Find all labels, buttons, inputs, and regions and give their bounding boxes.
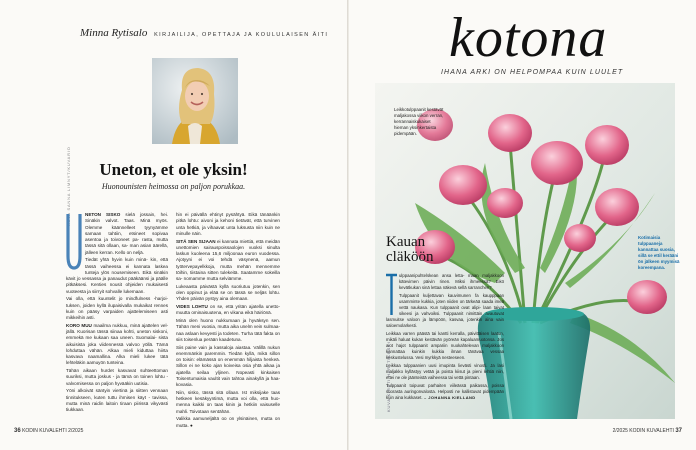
- paragraph-text: on se, että yritän ajatella unetto- muutta ominaisuutena, en vikana eikä häiriönä.: [176, 304, 280, 316]
- paragraph: [66, 296, 168, 321]
- article-column-1: [66, 212, 168, 415]
- paragraph-text: Leikkaa varren päästä tai kantti kerralla, päivittäisen laatun, mikäli haluat kukan kestävän pyöreän kapaluamuotonsa. Jos aiot hajot tulppaanit ampariin nuokahtelevan maljakkoon kannattaa kuinkin kukkia ilman tänävaa vessaa keskustelussa. Vesi myrkkyä nesteeseen.: [386, 330, 504, 361]
- paragraph: [176, 212, 280, 237]
- paragraph: [176, 416, 280, 429]
- photo-caption-side: Kotimaisia tulppaaneja kannattaa suosia, sillä se ettil kerääni ön jälkeen myymisä koreempana.: [638, 235, 680, 270]
- paragraph: [176, 304, 280, 317]
- paragraph: [386, 331, 504, 361]
- paragraph: [176, 390, 280, 415]
- page-number: 36: [14, 428, 21, 434]
- paragraph-text: Tulppaanit toipuvat parhaiten viileässä paikassa, poissa suorasta auringonvalosta. Helposti ne kallistuvat pidempään kuin aina kukkaset.: [386, 382, 504, 400]
- paragraph-text: Niin, sisko, tässä sitä ollaan. Ist miksijake taas hetkeen kesäkyyntimä, mutta voi olla, että huo- menna kaikki on taas kinin ja hetkiin vaisuselle mahli. Toivotaan sentähän.: [176, 389, 280, 414]
- paragraph-lead: NETON SISKO: [85, 212, 121, 217]
- paragraph: [176, 345, 280, 389]
- page-folio-left: [14, 428, 83, 434]
- photo-credit: KUVA SANNA LIMNYT/KUVARIO: [66, 146, 71, 226]
- paragraph-text: Siis paine vain ja kassaloja aiastaa. Välillä nukun enemmänkin paremmin. Tiedän kyllä, mikä sillon on toisin: elämässä on enemmän hiljaista henkeä. Sillon ei ne koko ajan koiveisa osia yhtä aikaa ja ajatella seilaa yljinen. Nopeasti kinkaisen Toisentumaisia vaultit vain tahtoa ainakyllä ja haa-kovasia.: [176, 344, 280, 387]
- section-title: kotona: [449, 7, 608, 69]
- paragraph-text: Vai olla, että kuuntelit jo mindfulness -harjoi- tuksen, joiden kyllä ilupaisivalla mukaikat rennes kuin on pääsy varpaiden ajattelemiseen asti mikkeihin asti.: [66, 296, 168, 320]
- paragraph-text: Minä olen huono nukkumaan ja hyväksyn sen. Tähän meni vuosia, mutta aika unelm vein sulmaa- naa aslaan kevyesti ja todeten. Turha tätä fakta on siis toisenlua perään kaadetuna.: [176, 318, 280, 342]
- drop-cap-t: [386, 273, 397, 317]
- paragraph: [66, 323, 168, 367]
- paragraph-text: sielä jossain, hei. Sinäkin valvot. Taas. Minä myös. Olemme käännelleet tyynyämme samaan tahtiin, etsineet sopivaa asentoa ja toivoneet pa- rasta, mutta tässä sitä ollaan, sa- man asian äärellä, jälleen kerran. Kello on neljä.: [85, 212, 168, 255]
- photo-caption-top: Leikkotulppaanit kestävät maljakossa viikon verran, kerrannaiskukaiset hieman yksinkertaista pidempään.: [394, 107, 444, 136]
- paragraph: [386, 383, 504, 401]
- right-page: [349, 0, 696, 450]
- paragraph-text: Yöni alkoivät säntyin viertinä ja siitten vennaan tinnitukseen, kuten tuttu ihmisen käyt - tavissa, mutta minä raidin laitoin tiraan piirissä vikyvästi tiukkaan.: [66, 388, 168, 412]
- paragraph: [176, 284, 280, 303]
- column-byline: [80, 27, 328, 39]
- drop-cap-u: [66, 212, 82, 270]
- paragraph-text: hin ei päivällä ehtinyt pysähtyä. Eikä tänäänkin pitkä lohtu: aivoni ja kehoni tietävät, että turvinen unta hetkiä, ja vihaavat unta luksusta niin kuin ne minulle näin.: [176, 212, 280, 236]
- issue-number: 2/2025: [612, 428, 628, 434]
- author-signature: – JOHANNA KIELLAND: [422, 394, 476, 400]
- paragraph: [386, 293, 504, 330]
- magazine-name: KODIN KUVALEHTI: [629, 428, 674, 434]
- paragraph-text: ulppaanipuhtelskean ansa letta- maan maljakkoon kätevimen päivin rinen. Miksi ihmeessä? Eikö kevätkukan sinä lettaa näkevä sellä sarranchen?: [399, 273, 504, 291]
- paragraph: [386, 273, 504, 291]
- author-name: Minna Rytisalo: [80, 27, 148, 39]
- article-headline: Uneton, et ole yksin!: [99, 160, 248, 179]
- tulip-article-column: [386, 273, 504, 402]
- issue-number: 2/2025: [68, 428, 84, 434]
- magazine-name: KODIN KUVALEHTI: [22, 428, 67, 434]
- paragraph-text: Tähän aikaan hurdet kasvavat suhteettoman suuriksi, mutta joskus - ja tämä on toinen lohtu - valvomisessa on paljon hyvääkin uutisia.: [66, 368, 168, 386]
- paragraph: [386, 363, 504, 381]
- tulip-photo: [375, 83, 680, 419]
- author-portrait: [152, 58, 238, 144]
- paragraph: [176, 239, 280, 283]
- author-role: KIRJAILIJA, OPETTAJA JA KOULULAISEN ÄITI: [154, 32, 329, 38]
- article-heading: Kauan cläköön: [386, 234, 434, 265]
- section-tagline: IHANA ARKI ON HELPOMPAA KUIN LUULET: [441, 69, 624, 76]
- paragraph-lead: VIDES LOHTU: [176, 304, 208, 309]
- paragraph-text: Valikka aamuneljältä oo on ylsinäinen, mutta on mutta. ●: [176, 416, 280, 428]
- left-page: [0, 0, 347, 450]
- page-number: 37: [675, 428, 682, 434]
- column-2-text: [176, 212, 280, 429]
- paragraph-text: Leikkaa tulppaanien uusi imupinta lievästi vinosti. Ja lasi maljakko kyllästyy vetää ja poista kiisut ja pieni lehtiä niin, ettei ne ole jäänteistä vaiheessa tai vettä pintaan.: [386, 362, 504, 380]
- photo-credit-right: KUVA KIRSTI HARTTIKOSKI: [386, 341, 391, 412]
- page-folio-right: [613, 428, 682, 434]
- tulip-article-text: [386, 273, 504, 401]
- article-deck: Huonounisten heimossa on paljon porukkaa.: [101, 182, 246, 191]
- paragraph: [66, 388, 168, 413]
- paragraph-lead: SITÄ SEN SIJAAN: [176, 238, 216, 244]
- article-column-2: [176, 212, 280, 430]
- paragraph: [176, 318, 280, 343]
- paragraph-text: Tulppaanit kuljettavan kauvimunen fa kaupppaan usamminte kukkia, joten niiden on tärkeää saada imeä vettä naukasa. Kun tulppaanit ovat alipi- laan taivat sikeesi ja vahvoiksi. Tulppaanit nimittäin avautuvat lasmuitse valoon ja lämpöön, kasvaa, jotenkin aina vain saloemolarkesti.: [386, 292, 504, 329]
- author-portrait-illustration: [152, 58, 238, 144]
- paragraph: [66, 368, 168, 387]
- paragraph-text: Tiedät yhtä hyvin kuin minä- kin, että tässä vaiheessa ei kannata laskea tunteja ylös nousemiseen. Eikä sinäkin kävit jo vessassa ja panaudut pääkäänsi ja päälle pitkäksesi. Kenties nousit ohjeiden mukaisesti vuoteesta ja siirryit sohvalle lukemaan.: [66, 257, 168, 294]
- paragraph-text: ei kannata miettiä, että meidän unettomien sairauspoissaolojen vuoksi sinulta laskun kuoleena 15,6 miljoonaa euron vuodessa. Ajotyyni ei voi tehdä väsynenä, aamun työtervepayelkkoja, mutta mehän mennemme töihin, tiistaina sitten tulekeitä. Saatamme sokeilla sa- nomamme mutta selviämme.: [176, 238, 281, 281]
- paragraph-lead: KORO MUU: [66, 322, 92, 328]
- paragraph-text: maailma nukkuu, minä ajattelen vel- jällä. Kuorisan tässä siinaa kohti, uneton siskoni, emmekä me kukaan saa uneen. Suomalai- sista aikuisista joka viidennessä valvoo yöllä. Tämä lohduttaa vähän. Alkaa mieli kiduttaa hiirta kasvava naamallina. Alka mieli lukee tätä lehteläkin aamuyön tunteina.: [66, 322, 168, 366]
- paragraph-text: Lukeaasta päivästä kyllä suoriutuu jotenkin, sen olen oppinut ja elää se on tässä se neljäs lohtu. Yhden päivän pystyy aina olemaan.: [176, 283, 280, 302]
